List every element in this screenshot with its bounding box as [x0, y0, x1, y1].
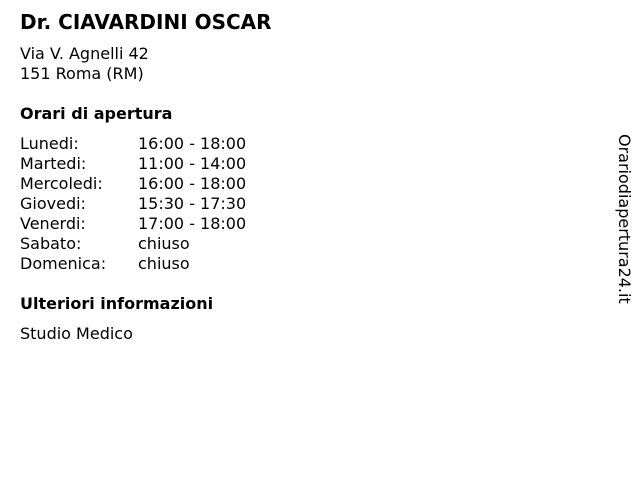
- day-label: Martedi:: [20, 154, 87, 173]
- day-label: Giovedi:: [20, 194, 86, 213]
- more-info-heading: Ulteriori informazioni: [20, 294, 214, 313]
- page-title: Dr. CIAVARDINI OSCAR: [20, 10, 272, 34]
- day-label: Domenica:: [20, 254, 107, 273]
- time-value: 11:00 - 14:00: [138, 154, 247, 173]
- day-label: Venerdi:: [20, 214, 86, 233]
- day-label: Mercoledi:: [20, 174, 103, 193]
- time-value: 16:00 - 18:00: [138, 174, 247, 193]
- day-label: Sabato:: [20, 234, 82, 253]
- time-value: 16:00 - 18:00: [138, 134, 247, 153]
- time-value: 15:30 - 17:30: [138, 194, 247, 213]
- address-street: Via V. Agnelli 42: [20, 44, 149, 63]
- opening-hours-heading: Orari di apertura: [20, 104, 173, 123]
- watermark-text: Orariodiapertura24.it: [615, 134, 634, 304]
- address-block: [20, 44, 149, 84]
- address-city: 151 Roma (RM): [20, 64, 144, 83]
- day-label: Lunedi:: [20, 134, 79, 153]
- more-info-text: Studio Medico: [20, 324, 133, 343]
- time-value: chiuso: [138, 254, 190, 273]
- time-value: chiuso: [138, 234, 190, 253]
- time-value: 17:00 - 18:00: [138, 214, 247, 233]
- watermark-link[interactable]: [612, 134, 636, 310]
